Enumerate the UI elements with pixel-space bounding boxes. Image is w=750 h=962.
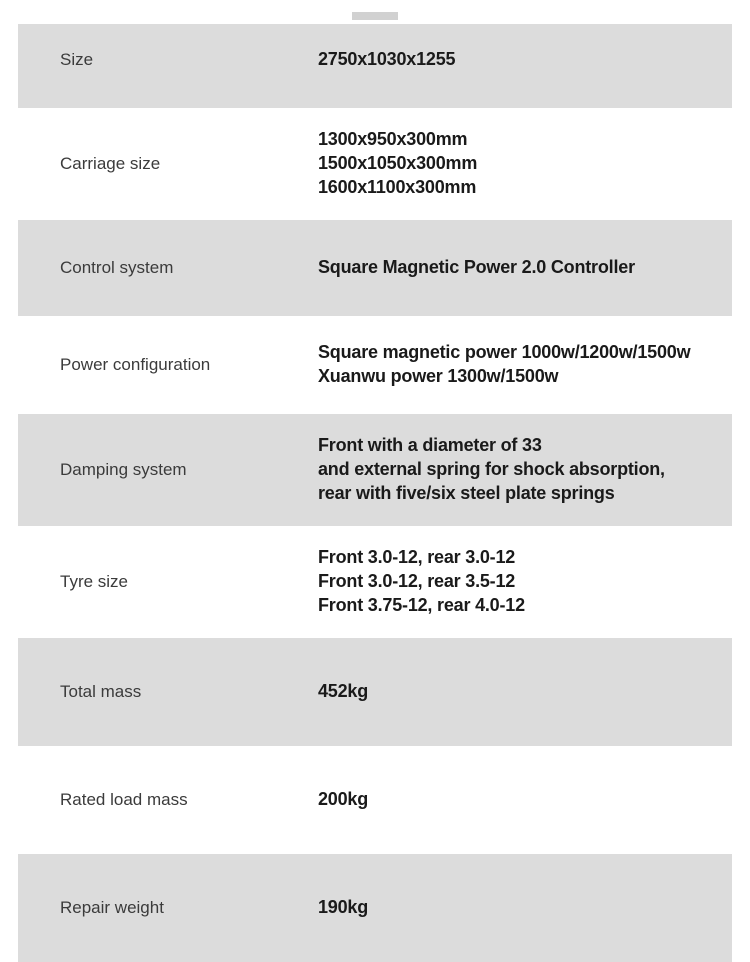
value-line: Front 3.75-12, rear 4.0-12	[318, 594, 525, 615]
spec-value-control-system	[318, 220, 732, 316]
value-line: Xuanwu power 1300w/1500w	[318, 366, 559, 386]
spec-value-power-configuration	[318, 316, 732, 414]
table-row	[18, 108, 732, 220]
spec-label-control-system: Control system	[18, 220, 318, 316]
spec-value-tyre-size	[318, 526, 732, 638]
value-line: 1600x1100x300mm	[318, 176, 477, 197]
table-row	[18, 220, 732, 316]
table-row	[18, 526, 732, 638]
spec-label-damping-system: Damping system	[18, 414, 318, 526]
value-line: Front 3.0-12, rear 3.0-12	[318, 547, 516, 568]
value-line: 2750x1030x1255	[318, 49, 456, 70]
specifications-table-body	[18, 12, 732, 962]
table-row	[18, 746, 732, 854]
spec-value-repair-weight	[318, 854, 732, 962]
spec-label-repair-weight: Repair weight	[18, 854, 318, 962]
table-row	[18, 638, 732, 746]
value-line: Front 3.0-12, rear 3.5-12	[318, 571, 516, 592]
spec-value-damping-system	[318, 414, 732, 526]
value-line: Square magnetic power 1000w/1200w/1500w	[318, 342, 691, 363]
spec-sheet-page	[0, 12, 750, 918]
value-line: 1500x1050x300mm	[318, 153, 478, 174]
top-strip	[0, 12, 750, 24]
table-row	[18, 854, 732, 962]
spec-value-carriage-size	[318, 108, 732, 220]
value-line: 200kg	[318, 789, 369, 810]
value-line: and external spring for shock absorption,	[318, 459, 665, 480]
spec-value-size	[318, 12, 732, 108]
spec-value-total-mass	[318, 638, 732, 746]
table-row	[18, 414, 732, 526]
table-row	[18, 12, 732, 108]
spec-label-carriage-size: Carriage size	[18, 108, 318, 220]
spec-label-size: Size	[18, 12, 318, 108]
spec-label-total-mass: Total mass	[18, 638, 318, 746]
spec-label-power-configuration: Power configuration	[18, 316, 318, 414]
specifications-table	[18, 12, 732, 962]
value-line: Square Magnetic Power 2.0 Controller	[318, 257, 635, 278]
spec-value-rated-load-mass	[318, 746, 732, 854]
spec-label-rated-load-mass: Rated load mass	[18, 746, 318, 854]
value-line: 190kg	[318, 897, 369, 918]
value-line: 1300x950x300mm	[318, 129, 468, 150]
top-mark-decoration	[352, 12, 398, 20]
spec-label-tyre-size: Tyre size	[18, 526, 318, 638]
value-line: rear with five/six steel plate springs	[318, 482, 615, 503]
value-line: Front with a diameter of 33	[318, 435, 542, 456]
table-row	[18, 316, 732, 414]
value-line: 452kg	[318, 681, 369, 702]
